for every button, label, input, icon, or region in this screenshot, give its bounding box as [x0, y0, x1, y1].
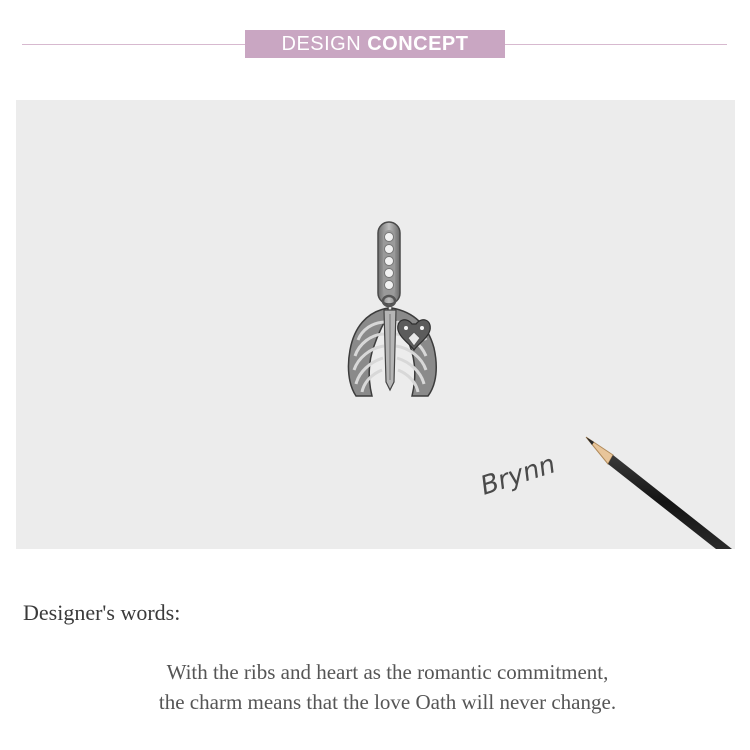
designer-words-text — [0, 657, 750, 717]
section-title-light: DESIGN — [281, 32, 362, 55]
product-photo — [16, 100, 735, 549]
ribcage-charm — [348, 308, 436, 396]
designer-words-heading: Designer's words: — [23, 600, 181, 625]
section-title-bold: CONCEPT — [367, 32, 469, 55]
header-divider-left — [22, 44, 246, 45]
charm-bail — [378, 222, 400, 304]
section-title-badge — [245, 30, 505, 58]
charm-illustration — [16, 100, 735, 549]
designer-words-line-1: With the ribs and heart as the romantic commitment, — [166, 660, 609, 684]
pencil-icon — [586, 437, 732, 549]
designer-words-line-2: the charm means that the love Oath will never change. — [158, 690, 617, 714]
header-divider-right — [505, 44, 727, 45]
designer-signature: Brynn — [476, 449, 560, 502]
